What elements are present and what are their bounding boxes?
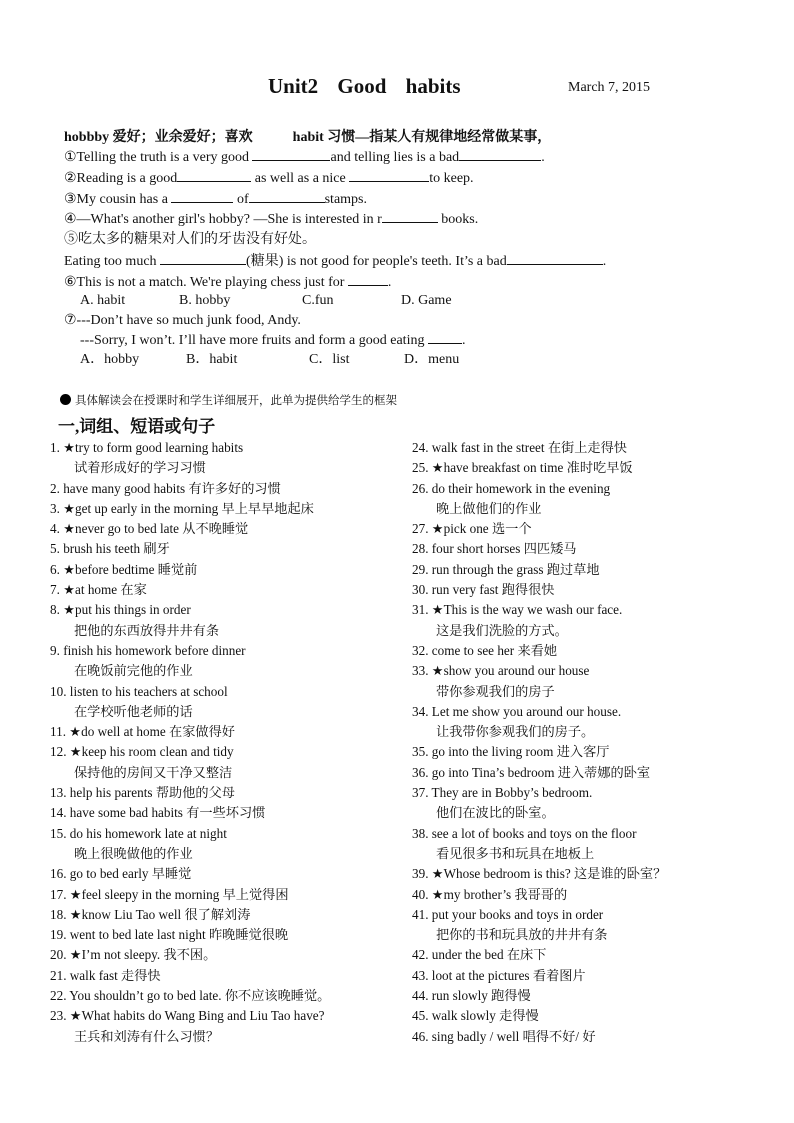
list-item (50, 783, 410, 803)
list-item (50, 682, 410, 723)
list-item (412, 438, 787, 458)
blank[interactable] (459, 147, 541, 161)
list-item (50, 925, 410, 945)
list-item (412, 783, 787, 824)
list-item (412, 986, 787, 1006)
phrase-text: 22. You shouldn’t go to bed late. 你不应该晚睡觉。 (50, 988, 331, 1004)
date: March 7, 2015 (568, 80, 651, 95)
phrase-text: 39. ★Whose bedroom is this? 这是谁的卧室？ (412, 866, 667, 882)
phrase-text: 33. ★show you around our house (412, 663, 590, 679)
vocab-hobby: hobbby 爱好；业余爱好；喜欢 (64, 130, 253, 145)
blank[interactable] (382, 209, 438, 223)
exercise-text: as well as a nice (251, 171, 350, 186)
phrase-text: 8. ★put his things in order (50, 602, 191, 618)
list-item (50, 986, 410, 1006)
phrase-text: 7. ★at home 在家 (50, 582, 147, 598)
list-item (412, 885, 787, 905)
list-item (50, 966, 410, 986)
list-item (50, 1006, 410, 1047)
exercise-text: to keep. (429, 171, 474, 186)
list-item (412, 458, 787, 478)
blank[interactable] (249, 189, 325, 203)
list-item (412, 824, 787, 865)
phrase-text: 1. ★try to form good learning habits (50, 440, 244, 455)
list-item (412, 1006, 787, 1026)
exercise-3 (64, 189, 367, 210)
phrase-text: 16. go to bed early 早睡觉 (50, 866, 192, 882)
list-item (50, 742, 410, 783)
phrase-translation: 他们在波比的卧室。 (436, 805, 555, 821)
exercise-text: books. (437, 212, 479, 227)
phrase-text: 44. run slowly 跑得慢 (412, 988, 531, 1004)
list-item (412, 539, 787, 559)
option[interactable]: A．hobby (80, 352, 140, 367)
phrase-text: 40. ★my brother’s 我哥哥的 (412, 886, 568, 902)
list-item (412, 519, 787, 539)
exercise-text: (糖果) is not good for people's teeth. It’s a bad (246, 254, 507, 269)
list-item (412, 763, 787, 783)
list-item (412, 600, 787, 641)
blank[interactable] (177, 168, 251, 182)
blank[interactable] (349, 168, 429, 182)
exercise-text: stamps. (324, 192, 367, 207)
list-item (50, 479, 410, 499)
phrase-translation: 晚上做他们的作业 (436, 500, 542, 516)
phrase-text: 20. ★I’m not sleepy. 我不困。 (50, 947, 217, 963)
phrase-text: 45. walk slowly 走得慢 (412, 1008, 539, 1024)
phrase-translation: 把你的书和玩具放的井井有条 (436, 927, 608, 943)
phrase-text: 34. Let me show you around our house. (412, 703, 622, 719)
exercise-text: ⑥This is not a match. We're playing chess just for (64, 275, 348, 290)
exercise-6 (64, 272, 391, 293)
phrase-text: 41. put your books and toys in order (412, 906, 604, 922)
phrase-translation: 让我带你参观我们的房子。 (436, 724, 595, 740)
page-title: Unit2 Good habits (268, 74, 461, 98)
list-item (50, 438, 410, 479)
list-item (50, 803, 410, 823)
phrase-text: 24. walk fast in the street 在街上走得快 (412, 440, 627, 455)
phrase-text: 36. go into Tina’s bedroom 进入蒂娜的卧室 (412, 764, 651, 780)
option[interactable]: C.fun (302, 293, 334, 308)
phrase-text: 42. under the bed 在床下 (412, 947, 547, 963)
phrase-text: 21. walk fast 走得快 (50, 967, 161, 983)
vocab-habit: habit 习惯—指某人有规律地经常做某事， (292, 130, 552, 145)
exercise-text: and telling lies is a bad (330, 150, 460, 165)
list-item (50, 945, 410, 965)
exercise-text: . (602, 254, 607, 269)
phrase-text: 3. ★get up early in the morning 早上早早地起床 (50, 500, 314, 516)
phrase-text: 31. ★This is the way we wash our face. (412, 602, 623, 618)
list-item (50, 641, 410, 682)
phrase-text: 19. went to bed late last night 昨晚睡觉很晚 (50, 927, 289, 943)
blank[interactable] (348, 272, 388, 286)
phrase-text: 18. ★know Liu Tao well 很了解刘涛 (50, 906, 251, 922)
blank[interactable] (428, 330, 462, 344)
phrase-translation: 看见很多书和玩具在地板上 (436, 845, 595, 861)
phrase-text: 12. ★keep his room clean and tidy (50, 744, 234, 760)
exercise-6-options (80, 291, 452, 311)
phrase-text: 26. do their homework in the evening (412, 480, 611, 496)
list-item (50, 580, 410, 600)
phrase-text: 11. ★do well at home 在家做得好 (50, 724, 235, 740)
list-item (412, 479, 787, 520)
list-item (50, 539, 410, 559)
phrase-text: 13. help his parents 帮助他的父母 (50, 785, 235, 801)
exercise-text: ③My cousin has a (64, 192, 172, 207)
phrase-text: 32. come to see her 来看她 (412, 642, 558, 658)
blank[interactable] (252, 147, 330, 161)
exercise-2 (64, 168, 474, 189)
list-item (412, 560, 787, 580)
exercise-7-options (80, 350, 459, 370)
phrase-translation: 在学校听他老师的话 (74, 703, 193, 719)
phrase-list-left (50, 438, 410, 1047)
exercise-text: ④—What's another girl's hobby? —She is interested in r (64, 212, 382, 227)
list-item (50, 499, 410, 519)
blank[interactable] (160, 251, 246, 265)
phrase-translation: 保持他的房间又干净又整洁 (74, 764, 233, 780)
phrase-text: 29. run through the grass 跑过草地 (412, 561, 600, 577)
list-item (412, 580, 787, 600)
list-item (412, 864, 787, 884)
phrase-text: 10. listen to his teachers at school (50, 683, 228, 699)
list-item (50, 864, 410, 884)
list-item (50, 905, 410, 925)
phrase-text: 4. ★never go to bed late 从不晚睡觉 (50, 521, 249, 537)
list-item (412, 641, 787, 661)
list-item (50, 560, 410, 580)
exercise-text: . (541, 150, 545, 165)
exercise-7: ⑦---Don’t have so much junk food, Andy. (64, 313, 301, 328)
list-item (412, 661, 787, 702)
phrase-text: 6. ★before bedtime 睡觉前 (50, 561, 198, 577)
phrase-text: 5. brush his teeth 刷牙 (50, 541, 170, 557)
note-text: 具体解读会在授课时和学生详细展开，此单为提供给学生的框架 (75, 395, 397, 407)
exercise-7b (80, 330, 465, 351)
list-item (50, 824, 410, 865)
exercise-5: ⑤吃太多的糖果对人们的牙齿没有好处。 (64, 232, 316, 247)
phrase-translation: 把他的东西放得井井有条 (74, 622, 220, 638)
list-item (412, 966, 787, 986)
bullet-icon (60, 394, 71, 405)
section-title: 一,词组、短语或句子 (58, 417, 216, 436)
exercise-text: of (233, 192, 249, 207)
option[interactable]: D．menu (404, 352, 460, 367)
option[interactable]: B. hobby (179, 293, 231, 308)
phrase-translation: 王兵和刘涛有什么习惯？ (74, 1028, 220, 1044)
list-item (50, 600, 410, 641)
exercise-4 (64, 209, 478, 230)
phrase-text: 43. loot at the pictures 看着图片 (412, 967, 586, 983)
phrase-text: 27. ★pick one 选一个 (412, 521, 532, 537)
phrase-text: 23. ★What habits do Wang Bing and Liu Tao have? (50, 1008, 325, 1024)
phrase-list-right (412, 438, 787, 1047)
phrase-translation: 晚上很晚做他的作业 (74, 845, 193, 861)
phrase-text: 9. finish his homework before dinner (50, 642, 246, 658)
exercise-text: . (461, 333, 466, 348)
phrase-text: 30. run very fast 跑得很快 (412, 582, 555, 598)
option[interactable]: B．habit (186, 352, 238, 367)
list-item (412, 702, 787, 743)
note (60, 392, 397, 408)
exercise-text: ②Reading is a good (64, 171, 178, 186)
blank[interactable] (171, 189, 233, 203)
phrase-translation: 在晚饭前完他的作业 (74, 663, 193, 679)
phrase-text: 37. They are in Bobby’s bedroom. (412, 785, 593, 801)
exercise-text: . (387, 275, 392, 290)
phrase-text: 46. sing badly / well 唱得不好/ 好 (412, 1028, 596, 1044)
option[interactable]: C．list (309, 352, 350, 367)
phrase-translation: 带你参观我们的房子 (436, 683, 555, 699)
phrase-translation: 这是我们洗脸的方式。 (436, 622, 568, 638)
option[interactable]: A. habit (80, 293, 126, 308)
list-item (412, 742, 787, 762)
phrase-translation: 试着形成好的学习习惯 (74, 460, 206, 476)
phrase-text: 15. do his homework late at night (50, 825, 227, 841)
phrase-text: 17. ★feel sleepy in the morning 早上觉得困 (50, 886, 289, 902)
phrase-text: 14. have some bad habits 有一些坏习惯 (50, 805, 266, 821)
phrase-text: 25. ★have breakfast on time 准时吃早饭 (412, 460, 633, 476)
phrase-text: 2. have many good habits 有许多好的习惯 (50, 480, 281, 496)
option[interactable]: D. Game (401, 293, 452, 308)
phrase-text: 35. go into the living room 进入客厅 (412, 744, 610, 760)
list-item (50, 722, 410, 742)
exercise-text: Eating too much (64, 254, 161, 269)
exercise-1 (64, 147, 545, 168)
phrase-text: 38. see a lot of books and toys on the floor (412, 825, 637, 841)
list-item (50, 885, 410, 905)
list-item (412, 1027, 787, 1047)
list-item (412, 945, 787, 965)
phrase-text: 28. four short horses 四匹矮马 (412, 541, 577, 557)
blank[interactable] (507, 251, 603, 265)
exercise-text: ①Telling the truth is a very good (64, 150, 253, 165)
list-item (412, 905, 787, 946)
exercise-text: ---Sorry, I won’t. I’ll have more fruits and form a good eating (80, 333, 428, 348)
list-item (50, 519, 410, 539)
exercise-5b (64, 251, 606, 272)
vocab-line (64, 126, 551, 146)
